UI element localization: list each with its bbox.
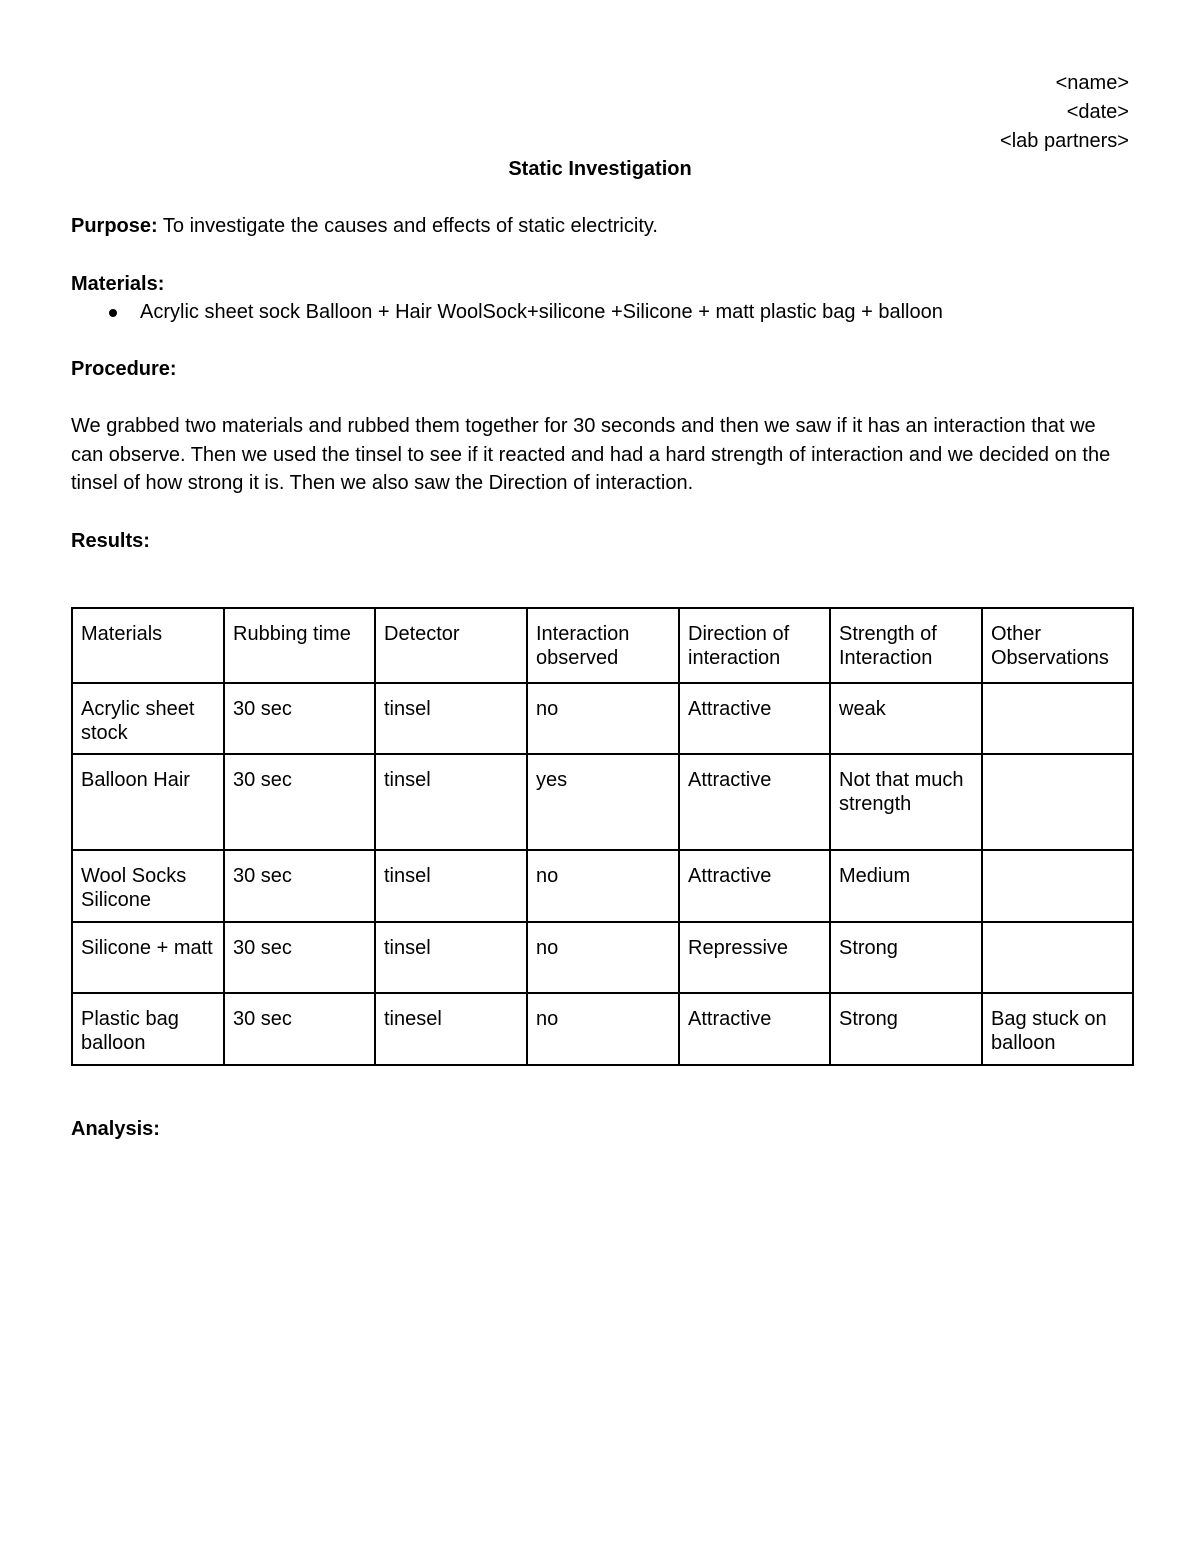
table-row	[72, 754, 1133, 850]
table-cell: tinsel	[375, 922, 527, 993]
materials-list-item	[71, 298, 943, 327]
results-table	[71, 607, 1134, 1066]
lab-partners-placeholder: <lab partners>	[1000, 130, 1129, 152]
table-cell: yes	[527, 754, 679, 850]
student-info	[1000, 69, 1129, 156]
table-cell: no	[527, 683, 679, 754]
table-cell: Attractive	[679, 683, 830, 754]
table-cell: no	[527, 850, 679, 922]
table-cell: weak	[830, 683, 982, 754]
table-cell: Attractive	[679, 993, 830, 1065]
table-cell: Silicone + matt	[72, 922, 224, 993]
table-cell: Attractive	[679, 850, 830, 922]
table-cell: Balloon Hair	[72, 754, 224, 850]
table-cell	[982, 754, 1133, 850]
table-cell: no	[527, 922, 679, 993]
purpose-section	[71, 212, 658, 241]
column-header: Rubbing time	[224, 608, 375, 683]
column-header: Strength of Interaction	[830, 608, 982, 683]
table-cell: tinsel	[375, 754, 527, 850]
table-cell: tinsel	[375, 850, 527, 922]
table-cell: tinsel	[375, 683, 527, 754]
procedure-heading: Procedure:	[71, 358, 177, 380]
table-cell: Wool Socks Silicone	[72, 850, 224, 922]
table-cell: 30 sec	[224, 754, 375, 850]
column-header: Detector	[375, 608, 527, 683]
table-cell	[982, 683, 1133, 754]
materials-item-text: Acrylic sheet sock Balloon + Hair WoolSock+silicone +Silicone + matt plastic bag + balloon	[140, 301, 943, 323]
column-header: Materials	[72, 608, 224, 683]
document-title: Static Investigation	[508, 158, 692, 180]
purpose-text: To investigate the causes and effects of static electricity.	[157, 215, 658, 237]
date-placeholder: <date>	[1066, 101, 1129, 123]
table-cell: Not that much strength	[830, 754, 982, 850]
table-cell: Plastic bag balloon	[72, 993, 224, 1065]
analysis-heading: Analysis:	[71, 1118, 160, 1140]
table-cell: 30 sec	[224, 683, 375, 754]
materials-heading: Materials:	[71, 273, 165, 295]
table-cell	[982, 850, 1133, 922]
column-header: Direction of interaction	[679, 608, 830, 683]
bullet-icon	[109, 309, 117, 317]
table-cell: Strong	[830, 922, 982, 993]
table-row	[72, 683, 1133, 754]
table-cell: Acrylic sheet stock	[72, 683, 224, 754]
table-cell: tinesel	[375, 993, 527, 1065]
table-row	[72, 922, 1133, 993]
table-cell: Strong	[830, 993, 982, 1065]
table-cell: 30 sec	[224, 993, 375, 1065]
table-cell: Bag stuck on balloon	[982, 993, 1133, 1065]
results-heading: Results:	[71, 530, 150, 552]
name-placeholder: <name>	[1055, 72, 1129, 94]
table-cell: 30 sec	[224, 850, 375, 922]
purpose-label: Purpose:	[71, 215, 158, 237]
table-cell: Attractive	[679, 754, 830, 850]
table-cell: 30 sec	[224, 922, 375, 993]
table-cell: Repressive	[679, 922, 830, 993]
table-header-row	[72, 608, 1133, 683]
table-row	[72, 850, 1133, 922]
procedure-text: We grabbed two materials and rubbed them together for 30 seconds and then we saw if it has an interaction that we can observe. Then we used the tinsel to see if it reacted and had a hard strength of interaction and we decided on the tinsel of how strong it is. Then we also saw the Direction of interaction.	[71, 415, 1111, 494]
table-cell	[982, 922, 1133, 993]
column-header: Other Observations	[982, 608, 1133, 683]
column-header: Interaction observed	[527, 608, 679, 683]
table-cell: no	[527, 993, 679, 1065]
materials-list	[71, 298, 943, 327]
table-row	[72, 993, 1133, 1065]
table-cell: Medium	[830, 850, 982, 922]
